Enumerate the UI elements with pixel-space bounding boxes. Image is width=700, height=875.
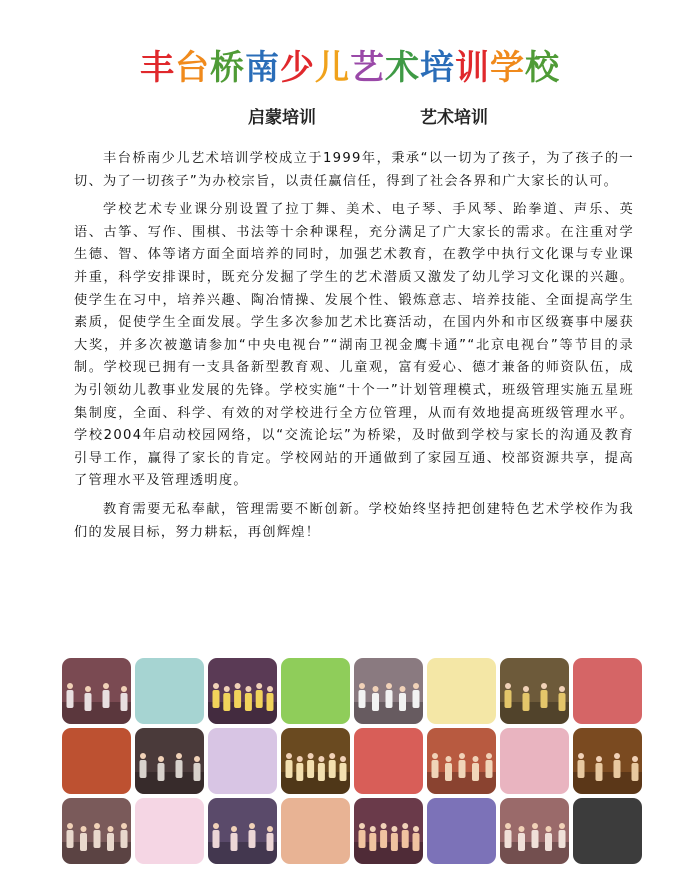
gallery-photo: [135, 728, 204, 794]
title-char: 术: [385, 48, 420, 88]
paragraph-mission: 教育需要无私奉献，管理需要不断创新。学校始终坚持把创建特色艺术学校作为我们的发展目标，努力耕耘，再创辉煌！: [74, 501, 634, 540]
gallery-color-tile: [281, 658, 350, 724]
paragraph-courses: 学校艺术专业课分别设置了拉丁舞、美术、电子琴、手风琴、跆拳道、声乐、英语、古筝、写作、围棋、书法等十余种课程，充分满足了广大家长的需求。在注重对学生德、智、体等诸方面全面培养的同时，加强艺术教育，在教学中执行文化课与专业课并重，科学安排课时，既充分发掘了学生的艺术潜质又激发了幼儿学习文化课的兴趣。使学生在习中，培养兴趣、陶冶情操、发展个性、锻炼意志、培养技能、全面提高学生素质，促使学生全面发展。学生多次参加艺术比赛活动，在国内外和市区级赛事中屡获大奖，并多次被邀请参加“中央电视台”“湖南卫视金鹰卡通”“北京电视台”等节目的录制。学校现已拥有一支具备新型教育观、儿童观，富有爱心、德才兼备的师资队伍，成为引领幼儿教事业发展的先锋。学校实施“十个一”计划管理模式，班级管理实施五星班集制度，全面、科学、有效的对学校进行全方位管理，从而有效地提高班级管理水平。学校2004年启动校园网络，以“交流论坛”为桥梁，及时做到学校与家长的沟通及教育引导工作，赢得了家长的肯定。学校网站的开通做到了家园互通、校部资源共享，提高了管理水平及管理透明度。: [74, 202, 634, 489]
title-char: 校: [525, 48, 560, 88]
gallery-photo: [281, 728, 350, 794]
gallery-photo: [354, 798, 423, 864]
school-title: [0, 44, 700, 92]
subtitle-enlightenment-training: 启蒙培训: [248, 108, 316, 128]
gallery-photo: [208, 658, 277, 724]
photo-placeholder-image: [135, 728, 204, 794]
gallery-color-tile: [573, 658, 642, 724]
gallery-photo: [500, 658, 569, 724]
title-char: 桥: [210, 48, 245, 88]
photo-placeholder-image: [354, 658, 423, 724]
gallery-color-tile: [500, 728, 569, 794]
photo-placeholder-image: [573, 728, 642, 794]
title-char: 少: [280, 48, 315, 88]
gallery-color-tile: [354, 728, 423, 794]
photo-placeholder-image: [500, 798, 569, 864]
title-char: 艺: [350, 48, 385, 88]
gallery-photo: [573, 728, 642, 794]
title-char: 培: [420, 48, 455, 88]
gallery-photo: [500, 798, 569, 864]
gallery-photo: [62, 798, 131, 864]
gallery-color-tile: [135, 658, 204, 724]
photo-gallery: [62, 658, 642, 864]
gallery-photo: [354, 658, 423, 724]
photo-placeholder-image: [427, 728, 496, 794]
gallery-photo: [427, 728, 496, 794]
paragraph-founding: 丰台桥南少儿艺术培训学校成立于1999年，秉承“以一切为了孩子，为了孩子的一切、为了一切孩子”为办校宗旨，以责任赢信任，得到了社会各界和广大家长的认可。: [74, 151, 634, 189]
gallery-color-tile: [135, 798, 204, 864]
photo-placeholder-image: [500, 658, 569, 724]
title-char: 南: [245, 48, 280, 88]
gallery-color-tile: [208, 728, 277, 794]
title-char: 丰: [140, 48, 175, 88]
title-char: 儿: [315, 48, 350, 88]
photo-placeholder-image: [281, 728, 350, 794]
title-char: 学: [490, 48, 525, 88]
subtitle-art-training: 艺术培训: [420, 108, 488, 128]
school-introduction: [74, 148, 634, 550]
title-char: 台: [175, 48, 210, 88]
gallery-photo: [62, 658, 131, 724]
title-char: 训: [455, 48, 490, 88]
gallery-color-tile: [62, 728, 131, 794]
photo-placeholder-image: [208, 658, 277, 724]
photo-placeholder-image: [62, 658, 131, 724]
gallery-color-tile: [427, 798, 496, 864]
gallery-photo: [208, 798, 277, 864]
gallery-color-tile: [281, 798, 350, 864]
photo-placeholder-image: [354, 798, 423, 864]
photo-placeholder-image: [208, 798, 277, 864]
gallery-color-tile: [573, 798, 642, 864]
gallery-color-tile: [427, 658, 496, 724]
photo-placeholder-image: [62, 798, 131, 864]
